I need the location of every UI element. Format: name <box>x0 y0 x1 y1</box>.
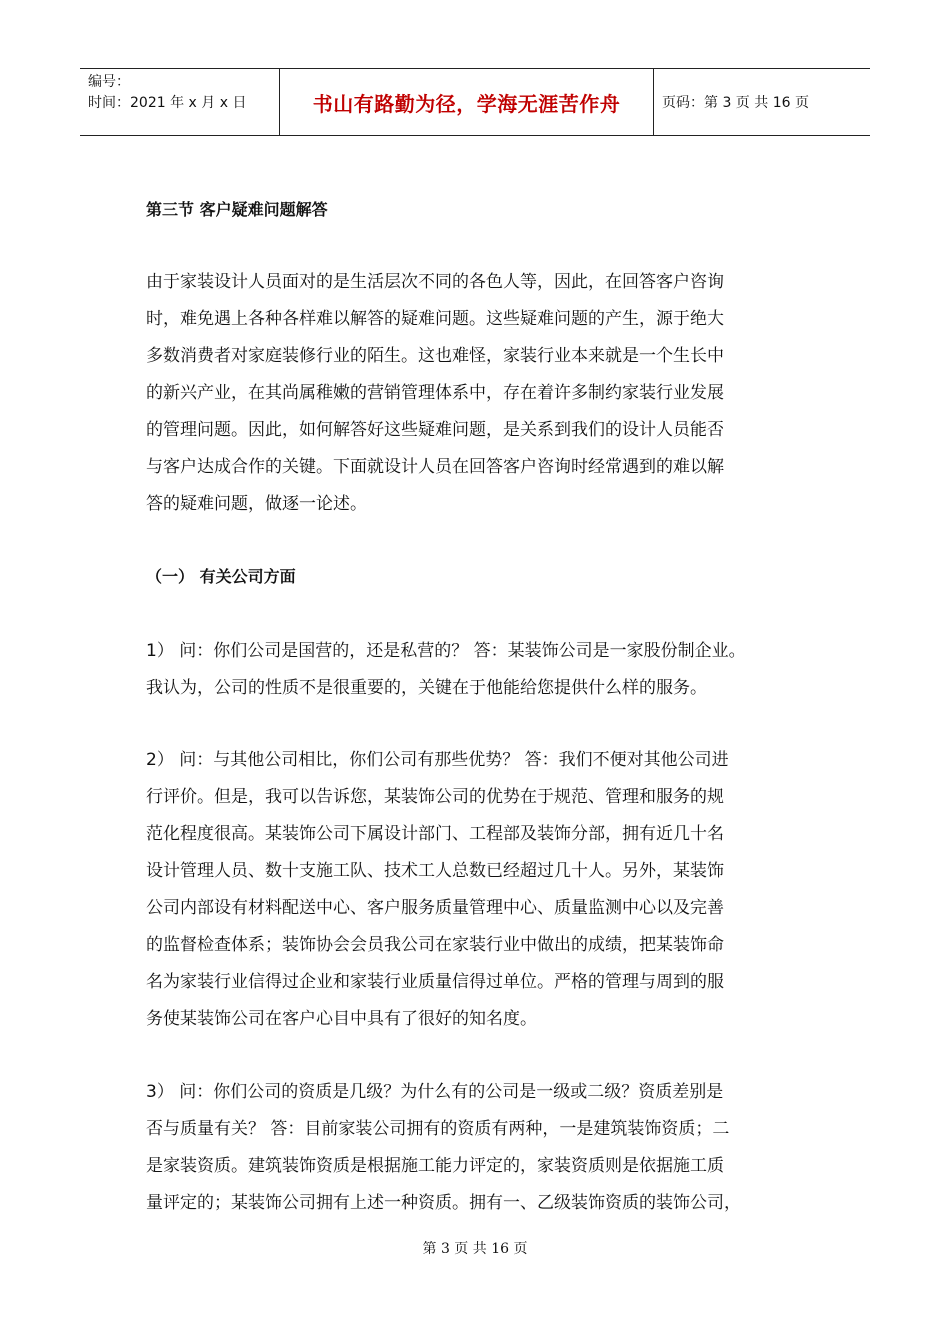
paragraph-line: 范化程度很高。某装饰公司下属设计部门、工程部及装饰分部，拥有近几十名 <box>146 824 724 844</box>
paragraph-line: 行评价。但是，我可以告诉您，某装饰公司的优势在于规范、管理和服务的规 <box>146 787 724 807</box>
paragraph-line: 的管理问题。因此，如何解答好这些疑难问题，是关系到我们的设计人员能否 <box>146 420 724 440</box>
qa-item-2 <box>146 742 826 1038</box>
paragraph-line: 多数消费者对家庭装修行业的陌生。这也难怪，家装行业本来就是一个生长中 <box>146 346 724 366</box>
paragraph-line: 与客户达成合作的关键。下面就设计人员在回答客户咨询时经常遇到的难以解 <box>146 457 724 477</box>
page-footer: 第 3 页 共 16 页 <box>422 1241 528 1257</box>
paragraph-line: 2） 问：与其他公司相比，你们公司有那些优势？ 答：我们不便对其他公司进 <box>146 750 729 770</box>
document-date-label: 时间：2021 年 x 月 x 日 <box>88 95 247 111</box>
paragraph-line: 否与质量有关？ 答：目前家装公司拥有的资质有两种，一是建筑装饰资质；二 <box>146 1119 730 1139</box>
header-page-code: 页码：第 3 页 共 16 页 <box>662 95 809 111</box>
paragraph-line: 公司内部设有材料配送中心、客户服务质量管理中心、质量监测中心以及完善 <box>146 898 724 918</box>
paragraph-line: 由于家装设计人员面对的是生活层次不同的各色人等，因此，在回答客户咨询 <box>146 272 724 292</box>
document-body <box>146 190 826 1222</box>
paragraph-line: 名为家装行业信得过企业和家装行业质量信得过单位。严格的管理与周到的服 <box>146 972 724 992</box>
section-title: 第三节 客户疑难问题解答 <box>146 200 328 219</box>
paragraph-line: 时，难免遇上各种各样难以解答的疑难问题。这些疑难问题的产生，源于绝大 <box>146 309 724 329</box>
header-page-cell <box>654 69 870 135</box>
qa-item-3 <box>146 1074 826 1222</box>
paragraph-line: 我认为，公司的性质不是很重要的，关键在于他能给您提供什么样的服务。 <box>146 678 707 698</box>
paragraph-line: 务使某装饰公司在客户心目中具有了很好的知名度。 <box>146 1009 537 1029</box>
paragraph-line: 的监督检查体系；装饰协会会员我公司在家装行业中做出的成绩，把某装饰命 <box>146 935 724 955</box>
header-motto: 书山有路勤为径，学海无涯苦作舟 <box>312 91 621 116</box>
intro-paragraph <box>146 264 826 523</box>
document-header <box>80 68 870 136</box>
subsection-title: （一） 有关公司方面 <box>146 567 296 586</box>
paragraph-line: 3） 问：你们公司的资质是几级？为什么有的公司是一级或二级？资质差别是 <box>146 1082 724 1102</box>
paragraph-line: 1） 问：你们公司是国营的，还是私营的？ 答：某装饰公司是一家股份制企业。 <box>146 641 746 661</box>
paragraph-line: 答的疑难问题，做逐一论述。 <box>146 494 367 514</box>
document-number-label: 编号： <box>88 74 130 90</box>
qa-item-1 <box>146 633 826 707</box>
paragraph-line: 量评定的；某装饰公司拥有上述一种资质。拥有一、乙级装饰资质的装饰公司， <box>146 1193 741 1213</box>
header-meta-cell <box>80 69 280 135</box>
paragraph-line: 是家装资质。建筑装饰资质是根据施工能力评定的，家装资质则是依据施工质 <box>146 1156 724 1176</box>
header-motto-cell <box>280 69 654 135</box>
paragraph-line: 的新兴产业，在其尚属稚嫩的营销管理体系中，存在着许多制约家装行业发展 <box>146 383 724 403</box>
paragraph-line: 设计管理人员、数十支施工队、技术工人总数已经超过几十人。另外，某装饰 <box>146 861 724 881</box>
